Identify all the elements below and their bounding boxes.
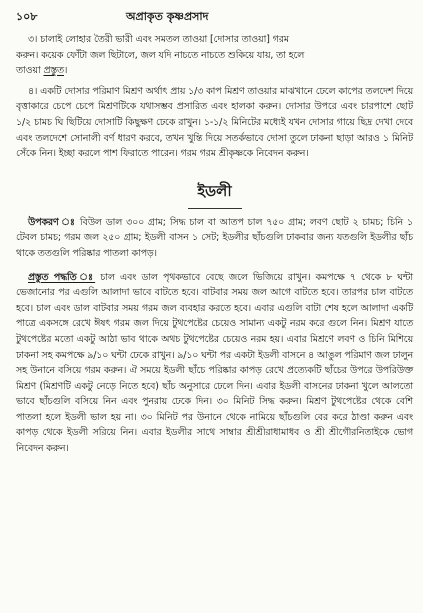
section-title: ইডলী: [197, 181, 232, 200]
ingredients-text: বিউল ডাল ৩০০ গ্রাম; সিদ্ধ চাল বা আতপ চাল ৭৫০ গ্রাম; লবণ ছোট ২ চামচ; চিনি ১ টেবল চামচ; গরম জল ২৫০ গ্রাম; ইডলী বাসন ১ সেট; ইডলীর ছাঁচগুলি ঢাকবার জন্য যতগুলি ইডলীর ছাঁচ থাকে ততগুলি পরিষ্কার পাতলা কাপড়।: [16, 216, 413, 259]
page-number: ১০৮: [16, 10, 38, 23]
step-3-number: ৩।: [28, 34, 38, 45]
method-paragraph: [16, 270, 413, 457]
step-4-paragraph: [16, 84, 413, 162]
step-3-paragraph: [16, 32, 413, 48]
running-header: [16, 8, 413, 26]
heading-underline: [188, 208, 242, 209]
ingredients-paragraph: [16, 215, 413, 262]
step-3-lead: চালাই লোহার তৈরী ভারী এবং সমতল তাওয়া [দোসার তাওয়া] গরম: [40, 34, 289, 45]
step-3-word-tawa: তাওয়া: [16, 65, 41, 77]
section-heading: [16, 180, 413, 209]
step-3-line-2: করুন। কয়েক ফোঁটা জল ছিটালে, জল যদি নাচতে নাচতে শুকিয়ে যায়, তা হলে: [16, 49, 305, 61]
step-3-line-3: [16, 63, 413, 79]
ingredients-label: উপকরণ ঃ: [28, 216, 76, 228]
running-title: অপ্রাকৃত কৃষ্ণপ্রসাদ: [126, 10, 209, 23]
method-label: প্রস্তুত পদ্ধতি ঃ: [28, 271, 96, 283]
step-3-word-ready: প্রস্তুত: [43, 65, 64, 77]
step-4-text: একটি দোসার পরিমাণ মিশ্রণ অর্থাৎ প্রায় ১/৩ কাপ মিশ্রণ তাওয়ার মাঝখানে ঢেলে কাপের তলদেশ দিয়ে বৃত্তাকারে চেপে চেপে মিশ্রণটিকে যথাসম্ভব প্রসারিত এবং হালকা করুন। দোসার উপরে এবং চারপাশে ছোট ১/২ চামচ ঘি ছিটিয়ে দোসাটি কিছুক্ষণ ঢেকে রাখুন। ১-১/২ মিনিটের মধ্যেই যখন দোসার গায়ে ছিদ্র দেখা দেবে এবং তলদেশে সোনালী বর্ণ ধারণ করবে, তখন খুন্তি দিয়ে সতর্কভাবে দোসা তুলে ঢাকনা ছাড়া আরও ১ মিনিট সেঁকে নিন। ইচ্ছা করলে পাশ ফিরাতে পারেন। গরম গরম শ্রীকৃষ্ণকে নিবেদন করুন।: [16, 85, 413, 160]
step-4-number: ৪।: [28, 85, 38, 97]
method-text: চাল এবং ডাল পৃথকভাবে বেছে জলে ভিজিয়ে রাখুন। কমপক্ষে ৭ থেকে ৮ ঘন্টা ভেজানোর পর এগুলি আলাদা ভাবে বাটতে হবে। বাটবার সময় জল আগে বাটতে হবে। তারপর চাল বাটতে হবে। চাল এবং ডাল বাটবার সময় গরম জল ব্যবহার করতে হবে। এবার এগুলি বাটা শেষ হলে আলাদা একটি পাত্রে একসঙ্গে রেখে ঈষৎ গরম জল দিয়ে টুথপেষ্টের চেয়েও সামান্য একটু নরম করে গুলে নিন। মিশ্রণ যাতে টুথপেষ্টের মতো একটু আঠা ভাব থাকে অথচ টুথপেষ্টের চেয়েও নরম হয়। এবার মিশ্রণে লবণ ও চিনি মিশিয়ে ঢাকনা সহ কমপক্ষে ৯/১০ ঘন্টা ঢেকে রাখুন। ৯/১০ ঘন্টা পর একটা ইডলী বাসনে ৪ আঙুল পরিমাণ জল ঢালুন সহ উনানে বসিয়ে গরম করুন। ঐ সময়ে ইডলী ছাঁচে পরিষ্কার কাপড় রেখে প্রত্যেকটি ছাঁচের উপরে উপরিউক্ত মিশ্রণ (মিশ্রণটি একটু নেড়ে নিতে হবে) ছাঁচ অনুসারে ঢেলে দিন। এবার ইডলী বাসনের ঢাকনা খুলে আলতো ভাবে ছাঁচগুলি বসিয়ে নিন এবং পুনরায় ঢেকে দিন। ৩০ মিনিট সিদ্ধ করুন। মিশ্রণ টুথপেষ্টের থেকে বেশি পাতলা হলে ইডলী ভাল হয় না। ৩০ মিনিট পর উনানে থেকে নামিয়ে ছাঁচগুলি বের করে ঠাণ্ডা করুন এবং কাপড় থেকে ইডলী সরিয়ে নিন। এবার ইডলীর সাথে সাম্বার শ্রীশ্রীরাধামাধব ও শ্রী শ্রীগৌরনিতাইকে ভোগ নিবেদন করুন।: [16, 271, 414, 455]
step-3-dari: ।: [63, 65, 68, 77]
